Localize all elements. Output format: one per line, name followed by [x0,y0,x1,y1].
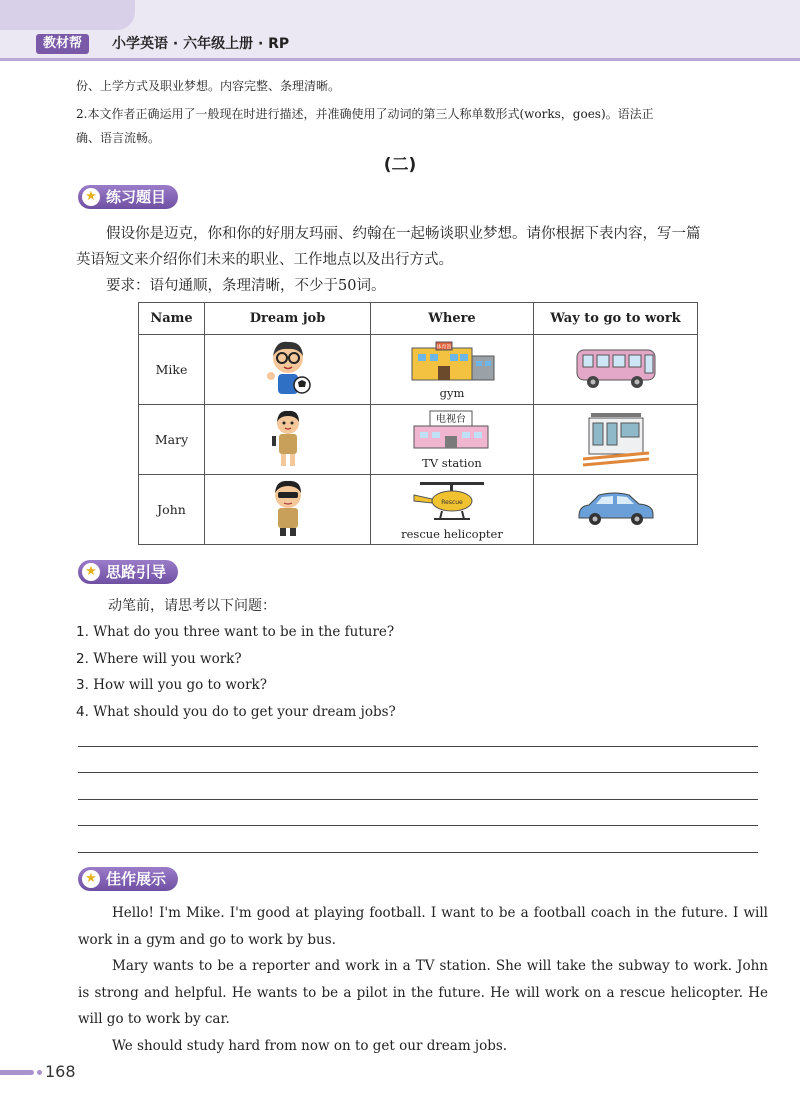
page-number: 168 [45,1062,76,1081]
question-item: 1. What do you three want to be in the future? [76,624,395,640]
row-where-cell [371,405,534,475]
writing-line[interactable] [78,772,758,773]
gym-icon [406,340,498,382]
guide-badge-label: 思路引导 [106,563,167,581]
header-name: Name [139,303,205,335]
helicopter-icon [412,479,492,523]
header-where: Where [371,303,534,335]
sample-badge [78,867,178,891]
sample-badge-label: 佳作展示 [106,870,167,888]
writing-line[interactable] [78,852,758,853]
intro-line-3: 确、语言流畅。 [76,131,161,145]
section-title: (二) [383,155,417,175]
gym-sign: 体育馆 [436,344,452,350]
writing-line[interactable] [78,825,758,826]
row-where-cell [371,335,534,405]
row-where: rescue helicopter [401,526,503,541]
intro-line-1: 份、上学方式及职业梦想。内容完整、条理清晰。 [76,79,341,93]
essay-paragraph: We should study hard from now on to get our dream jobs. [112,1037,508,1054]
table-row [139,405,698,475]
question-item: 3. How will you go to work? [76,677,267,693]
tv-station-icon [410,410,494,452]
info-table [138,302,698,545]
guide-intro: 动笔前，请思考以下问题： [108,598,276,614]
writing-line[interactable] [78,799,758,800]
exercise-requirement: 要求：语句通顺，条理清晰，不少于50词。 [106,278,386,294]
tv-station-sign: 电视台 [436,413,466,425]
question-item: 4. What should you do to get your dream jobs? [76,704,396,720]
row-where-cell [371,475,534,545]
row-where: TV station [422,455,482,470]
intro-line-2: 2.本文作者正确运用了一般现在时进行描述，并准确使用了动词的第三人称单数形式(works，goes)。语法正 [76,107,654,121]
sample-essay [78,900,768,1059]
row-name: Mike [139,335,205,405]
brand-label: 教材帮 [36,34,89,54]
essay-paragraph: Mary wants to be a reporter and work in a TV station. She will take the subway to work. John is strong and helpful. He wants to be a pilot in the future. He will work on a rescue helicopter. He will go to work by car. [78,958,768,1027]
table-row [139,335,698,405]
writing-line[interactable] [78,746,758,747]
pilot-icon [205,475,371,545]
football-coach-icon [205,335,371,405]
reporter-icon [205,405,371,475]
star-icon: ★ [82,563,100,581]
page-number-bar [0,1070,34,1075]
header-way: Way to go to work [534,303,698,335]
question-item: 2. Where will you work? [76,651,242,667]
exercise-badge [78,185,178,209]
car-icon [534,475,698,545]
exercise-badge-label: 练习题目 [106,188,167,206]
exercise-prompt-2: 英语短文来介绍你们未来的职业、工作地点以及出行方式。 [76,252,453,268]
guide-badge [78,560,178,584]
bus-icon [534,335,698,405]
essay-paragraph: Hello! I'm Mike. I'm good at playing football. I want to be a football coach in the future. I will work in a gym and go to work by bus. [78,905,768,948]
row-where: gym [439,385,465,400]
star-icon: ★ [82,188,100,206]
table-header-row [139,303,698,335]
row-name: John [139,475,205,545]
book-title: 小学英语 · 六年级上册 · RP [112,36,290,52]
table-row [139,475,698,545]
header-dream-job: Dream job [205,303,371,335]
star-icon: ★ [82,870,100,888]
row-name: Mary [139,405,205,475]
page-number-dot [37,1070,42,1075]
exercise-prompt-1: 假设你是迈克，你和你的好朋友玛丽、约翰在一起畅谈职业梦想。请你根据下表内容，写一篇 [106,226,701,242]
subway-icon [534,405,698,475]
helicopter-sign: Rescue [441,498,463,506]
header-rule [0,58,800,61]
